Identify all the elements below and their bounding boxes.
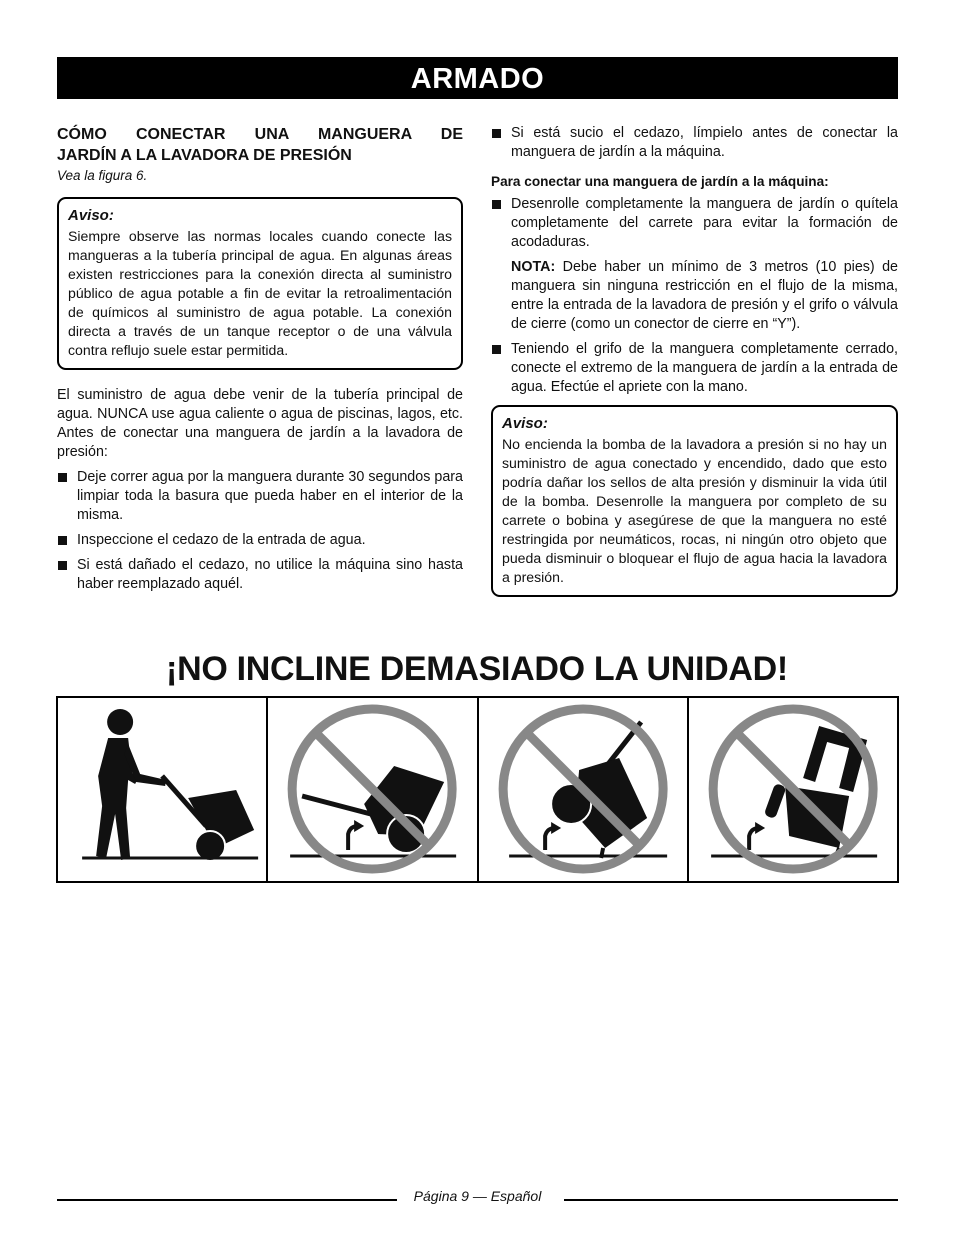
nota-label: NOTA: xyxy=(511,259,556,275)
list-item: Si está dañado el cedazo, no utilice la máquina sino hasta haber reemplazado aquél. xyxy=(57,556,463,594)
aviso-text: Siempre observe las normas locales cuando conecte las mangueras a la tubería principal de agua. En algunas áreas existen restricciones para la conexión directa al suministro público de agua potable a fin de evitar la retroalimentación de químicos al suministro de agua potable. La conexión directa a través de un tanque receptor o de una válvula contra reflujo suele estar permitida. xyxy=(68,228,452,358)
water-supply-paragraph: El suministro de agua debe venir de la tubería principal de agua. NUNCA use agua caliente o agua de piscinas, lagos, etc. Antes de conectar una manguera de jardín a la lavadora de presión: xyxy=(57,387,463,460)
tilt-illustration-panels xyxy=(56,696,899,883)
right-bullet-list-3 xyxy=(491,340,898,397)
prohibited-tilt-illustration-3 xyxy=(689,698,897,881)
heading-line-1: CÓMO CONECTAR UNA MANGUERA DE xyxy=(57,126,463,143)
page-footer xyxy=(57,1188,898,1208)
section-heading xyxy=(57,124,463,166)
aviso-text: No encienda la bomba de la lavadora a presión si no hay un suministro de agua conectado y encendido, dado que esto podría dañar los sellos de alta presión y disminuir la vida útil de la bomba. Desenrolle la manguera por completo de su carrete o bobina y asegúrese de que la manguera no esté restringida por neumáticos, rocas, ni ningún otro objeto que pueda disminuir o bloquear el flujo de agua hacia la lavadora a presión. xyxy=(502,436,887,585)
prohibited-tilt-panel-1 xyxy=(268,698,478,881)
list-item: Desenrolle completamente la manguera de jardín o quítela completamente del carrete para evitar la formación de acodaduras. xyxy=(491,195,898,252)
heading-line-2: JARDÍN A LA LAVADORA DE PRESIÓN xyxy=(57,147,352,164)
aviso-title: Aviso: xyxy=(68,207,114,224)
left-bullet-list xyxy=(57,468,463,594)
aviso-box-right xyxy=(491,405,898,597)
person-pulling-cart-illustration xyxy=(58,698,266,881)
right-column xyxy=(491,124,898,613)
aviso-title: Aviso: xyxy=(502,415,548,432)
list-item: Si está sucio el cedazo, límpielo antes de conectar la manguera de jardín a la máquina. xyxy=(491,124,898,162)
left-column xyxy=(57,124,463,594)
list-item: Inspeccione el cedazo de la entrada de agua. xyxy=(57,531,463,550)
right-bullet-list-2 xyxy=(491,195,898,252)
nota-text: Debe haber un mínimo de 3 metros (10 pies) de manguera sin ninguna restricción en el flujo de la misma, entre la entrada de la lavadora de presión y el grifo o válvula de cierre (como un conector de cierre en “Y”). xyxy=(511,259,898,332)
prohibited-tilt-panel-2 xyxy=(479,698,689,881)
correct-pulling-panel xyxy=(58,698,268,881)
prohibited-tilt-illustration-1 xyxy=(268,698,476,881)
prohibited-tilt-panel-3 xyxy=(689,698,897,881)
prohibited-tilt-illustration-2 xyxy=(479,698,687,881)
list-item: Teniendo el grifo de la manguera completamente cerrado, conecte el extremo de la manguera de jardín a la entrada de agua. Efectúe el apriete con la mano. xyxy=(491,340,898,397)
right-bullet-list-1 xyxy=(491,124,898,162)
page-number: Página 9 — Español xyxy=(406,1188,550,1204)
figure-reference: Vea la figura 6. xyxy=(57,168,148,183)
connect-subheading: Para conectar una manguera de jardín a la máquina: xyxy=(491,174,829,189)
nota-paragraph xyxy=(491,258,898,334)
section-banner: ARMADO xyxy=(57,57,898,99)
list-item: Deje correr agua por la manguera durante 30 segundos para limpiar toda la basura que pueda haber en el interior de la misma. xyxy=(57,468,463,525)
aviso-box-left xyxy=(57,197,463,370)
warning-title: ¡NO INCLINE DEMASIADO LA UNIDAD! xyxy=(166,650,788,688)
